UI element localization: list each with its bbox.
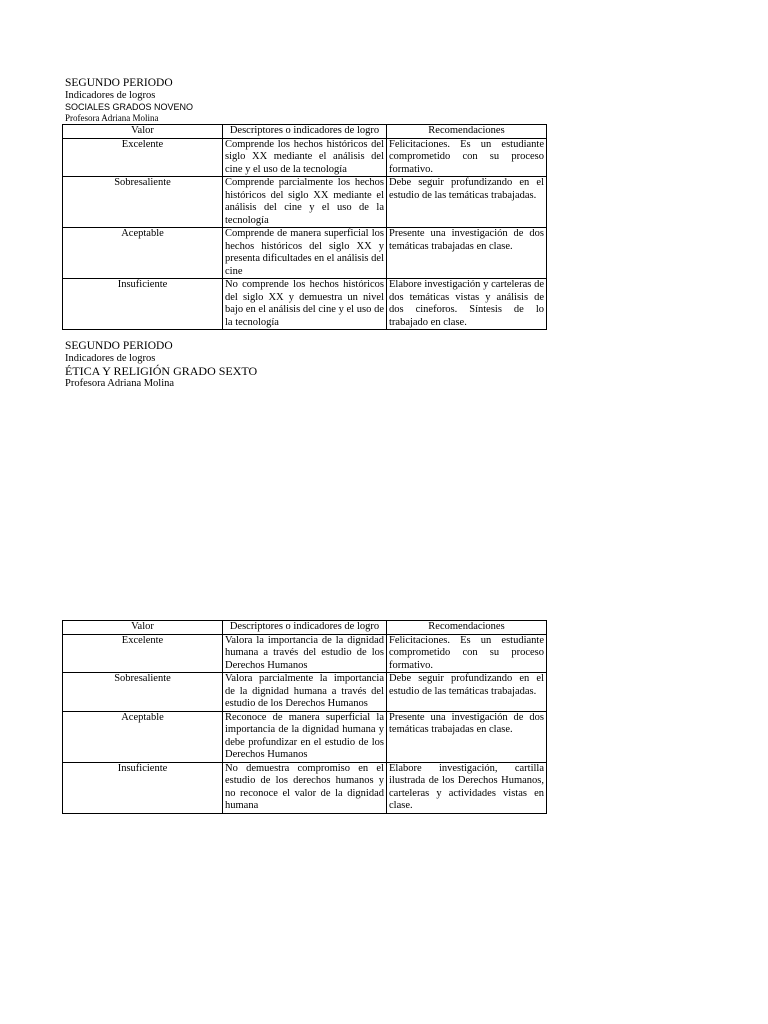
section1-subject: SOCIALES GRADOS NOVENO [65, 102, 194, 112]
section1-period: SEGUNDO PERIODO [65, 77, 173, 89]
table2-header-descriptores: Descriptores o indicadores de logro [223, 621, 387, 635]
table1-header-row [63, 125, 547, 139]
section1-heading [65, 77, 193, 123]
row-descriptor: No comprende los hechos históricos del siglo XX y demuestra un nivel bajo en el análisis del cine y el uso de la tecnología [223, 279, 387, 330]
section2-subtitle: Indicadores de logros [65, 353, 156, 364]
row-descriptor: Comprende los hechos históricos del siglo XX mediante el análisis del cine y el uso de la tecnología [223, 138, 387, 177]
table1-header-recomendaciones: Recomendaciones [387, 125, 547, 139]
row-valor: Excelente [63, 138, 223, 177]
table-row [63, 138, 547, 177]
row-descriptor: Comprende parcialmente los hechos históricos del siglo XX mediante el análisis del cine y el uso de la tecnología [223, 177, 387, 228]
section2-teacher: Profesora Adriana Molina [65, 378, 175, 389]
table-row [63, 673, 547, 712]
row-valor: Sobresaliente [63, 177, 223, 228]
table-row [63, 228, 547, 279]
row-descriptor: Valora la importancia de la dignidad humana a través del estudio de los Derechos Humanos [223, 634, 387, 673]
section1-subtitle: Indicadores de logros [65, 90, 156, 101]
row-recomendacion: Debe seguir profundizando en el estudio de las temáticas trabajadas. [387, 177, 547, 228]
row-descriptor: Comprende de manera superficial los hechos históricos del siglo XX y presenta dificultades en el análisis del cine [223, 228, 387, 279]
section2-period: SEGUNDO PERIODO [65, 340, 173, 352]
table-row [63, 279, 547, 330]
row-descriptor: No demuestra compromiso en el estudio de los derechos humanos y no reconoce el valor de la dignidad humana [223, 762, 387, 813]
row-recomendacion: Elabore investigación, cartilla ilustrada de los Derechos Humanos, carteleras y actividades vistas en clase. [387, 762, 547, 813]
row-valor: Sobresaliente [63, 673, 223, 712]
row-valor: Aceptable [63, 711, 223, 762]
row-recomendacion: Elabore investigación y carteleras de dos temáticas vistas y análisis de dos cineforos. Síntesis de lo trabajado en clase. [387, 279, 547, 330]
row-descriptor: Reconoce de manera superficial la importancia de la dignidad humana y debe profundizar en el estudio de los Derechos Humanos [223, 711, 387, 762]
table2-header-recomendaciones: Recomendaciones [387, 621, 547, 635]
row-recomendacion: Presente una investigación de dos temáticas trabajadas en clase. [387, 228, 547, 279]
section1-teacher: Profesora Adriana Molina [65, 112, 159, 123]
row-valor: Aceptable [63, 228, 223, 279]
table1-header-valor: Valor [63, 125, 223, 139]
table-row [63, 634, 547, 673]
section2-subject: ÉTICA Y RELIGIÓN GRADO SEXTO [65, 364, 258, 378]
table-row [63, 711, 547, 762]
row-valor: Insuficiente [63, 762, 223, 813]
row-descriptor: Valora parcialmente la importancia de la dignidad humana a través del estudio de los Derechos Humanos [223, 673, 387, 712]
row-recomendacion: Presente una investigación de dos temáticas trabajadas en clase. [387, 711, 547, 762]
table2-header-row [63, 621, 547, 635]
table2 [62, 620, 547, 814]
table1 [62, 124, 547, 330]
table-row [63, 177, 547, 228]
section2-heading [65, 340, 257, 390]
row-recomendacion: Felicitaciones. Es un estudiante comprometido con su proceso formativo. [387, 138, 547, 177]
row-recomendacion: Felicitaciones. Es un estudiante comprometido con su proceso formativo. [387, 634, 547, 673]
row-valor: Insuficiente [63, 279, 223, 330]
row-recomendacion: Debe seguir profundizando en el estudio de las temáticas trabajadas. [387, 673, 547, 712]
table1-header-descriptores: Descriptores o indicadores de logro [223, 125, 387, 139]
table-row [63, 762, 547, 813]
row-valor: Excelente [63, 634, 223, 673]
table2-header-valor: Valor [63, 621, 223, 635]
